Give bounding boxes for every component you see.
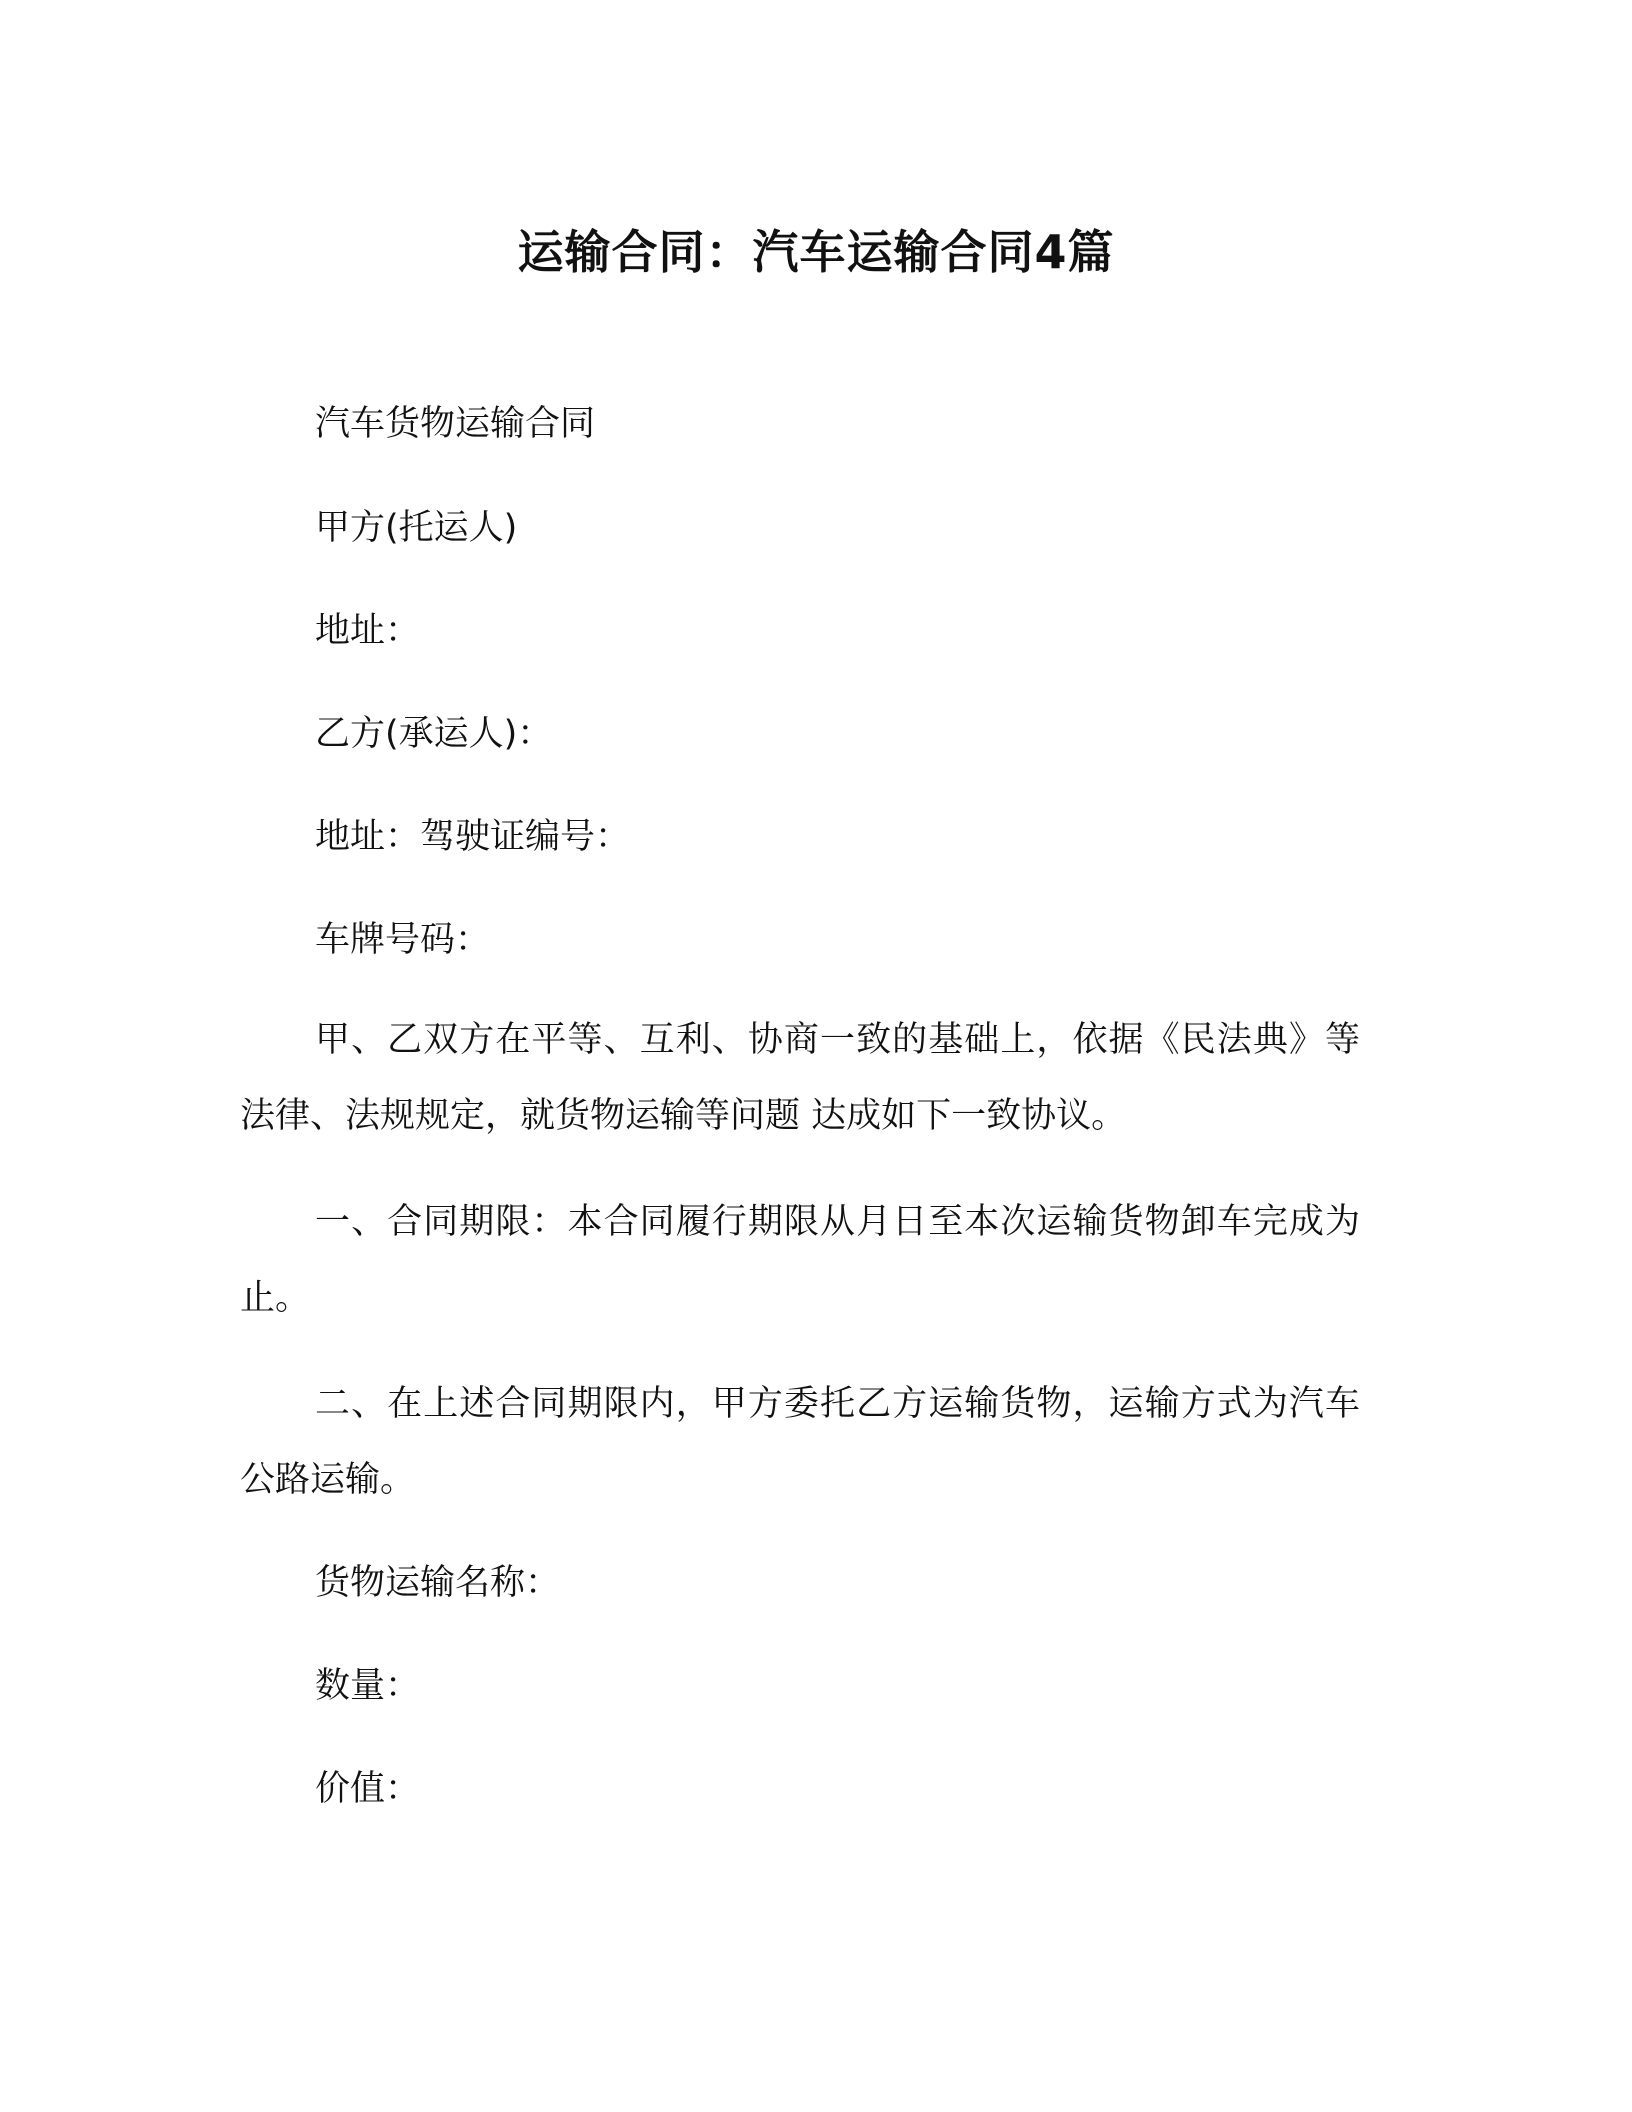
party-a-line: 甲方(托运人) — [315, 508, 518, 548]
document-title: 运输合同：汽车运输合同4篇 — [517, 225, 1115, 279]
address-license-line: 地址：驾驶证编号： — [315, 817, 631, 857]
party-b-line: 乙方(承运人)： — [315, 714, 553, 754]
goods-name-line: 货物运输名称： — [315, 1563, 561, 1603]
clause-1-paragraph: 一、合同期限：本合同履行期限从月日至本次运输货物卸车完成为止。 — [240, 1202, 1360, 1318]
quantity-line: 数量： — [315, 1666, 421, 1706]
clause-2-paragraph: 二、在上述合同期限内，甲方委托乙方运输货物，运输方式为汽车公路运输。 — [240, 1384, 1360, 1500]
address-a-line: 地址： — [315, 611, 421, 651]
value-line: 价值： — [315, 1769, 421, 1809]
contract-name-line: 汽车货物运输合同 — [315, 404, 596, 444]
intro-paragraph: 甲、乙双方在平等、互利、协商一致的基础上，依据《民法典》等法律、法规规定，就货物运输等问题 达成如下一致协议。 — [240, 1020, 1360, 1136]
plate-number-line: 车牌号码： — [315, 920, 491, 960]
